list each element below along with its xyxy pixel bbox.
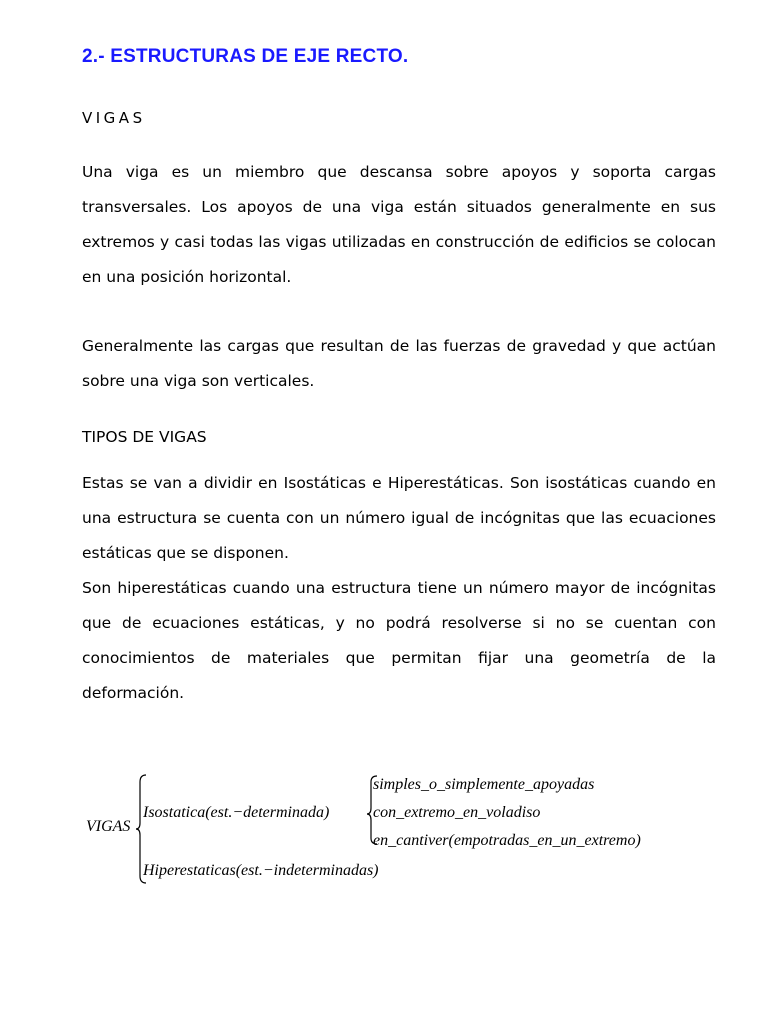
paragraph-isostaticas: Estas se van a dividir en Isostáticas e Hiperestáticas. Son isostáticas cuando en una estructura se cuenta con un número igual de incógnitas que las ecuaciones estáticas que se disponen.: [82, 474, 716, 562]
subheading-vigas: VIGAS: [82, 109, 146, 127]
iso-type-voladiso: con_extremo_en_voladiso: [373, 804, 541, 821]
iso-type-simples: simples_o_simplemente_apoyadas: [373, 776, 595, 793]
paragraph-hiperestaticas: Son hiperestáticas cuando una estructura tiene un número mayor de incógnitas que de ecuaciones estáticas, y no podrá resolverse si no se cuentan con conocimientos de materiales que permitan fijar una geometría de la deformación.: [82, 579, 716, 702]
section-heading-tipos: TIPOS DE VIGAS: [82, 428, 207, 446]
classification-diagram: [80, 768, 720, 898]
root-label: VIGAS: [86, 818, 131, 835]
hiperestatica-label: Hiperestaticas(est.−indeterminadas): [143, 862, 379, 879]
iso-type-cantiver: en_cantiver(empotradas_en_un_extremo): [373, 832, 641, 849]
isostatica-label: Isostatica(est.−determinada): [143, 804, 330, 821]
paragraph-definition: Una viga es un miembro que descansa sobre apoyos y soporta cargas transversales. Los apoyos de una viga están situados generalmente en sus extremos y casi todas las vigas utilizadas en construcción de edificios se colocan en una posición horizontal.: [82, 163, 716, 286]
paragraph-loads: Generalmente las cargas que resultan de las fuerzas de gravedad y que actúan sobre una viga son verticales.: [82, 337, 716, 390]
page-title: 2.- ESTRUCTURAS DE EJE RECTO.: [82, 46, 409, 67]
